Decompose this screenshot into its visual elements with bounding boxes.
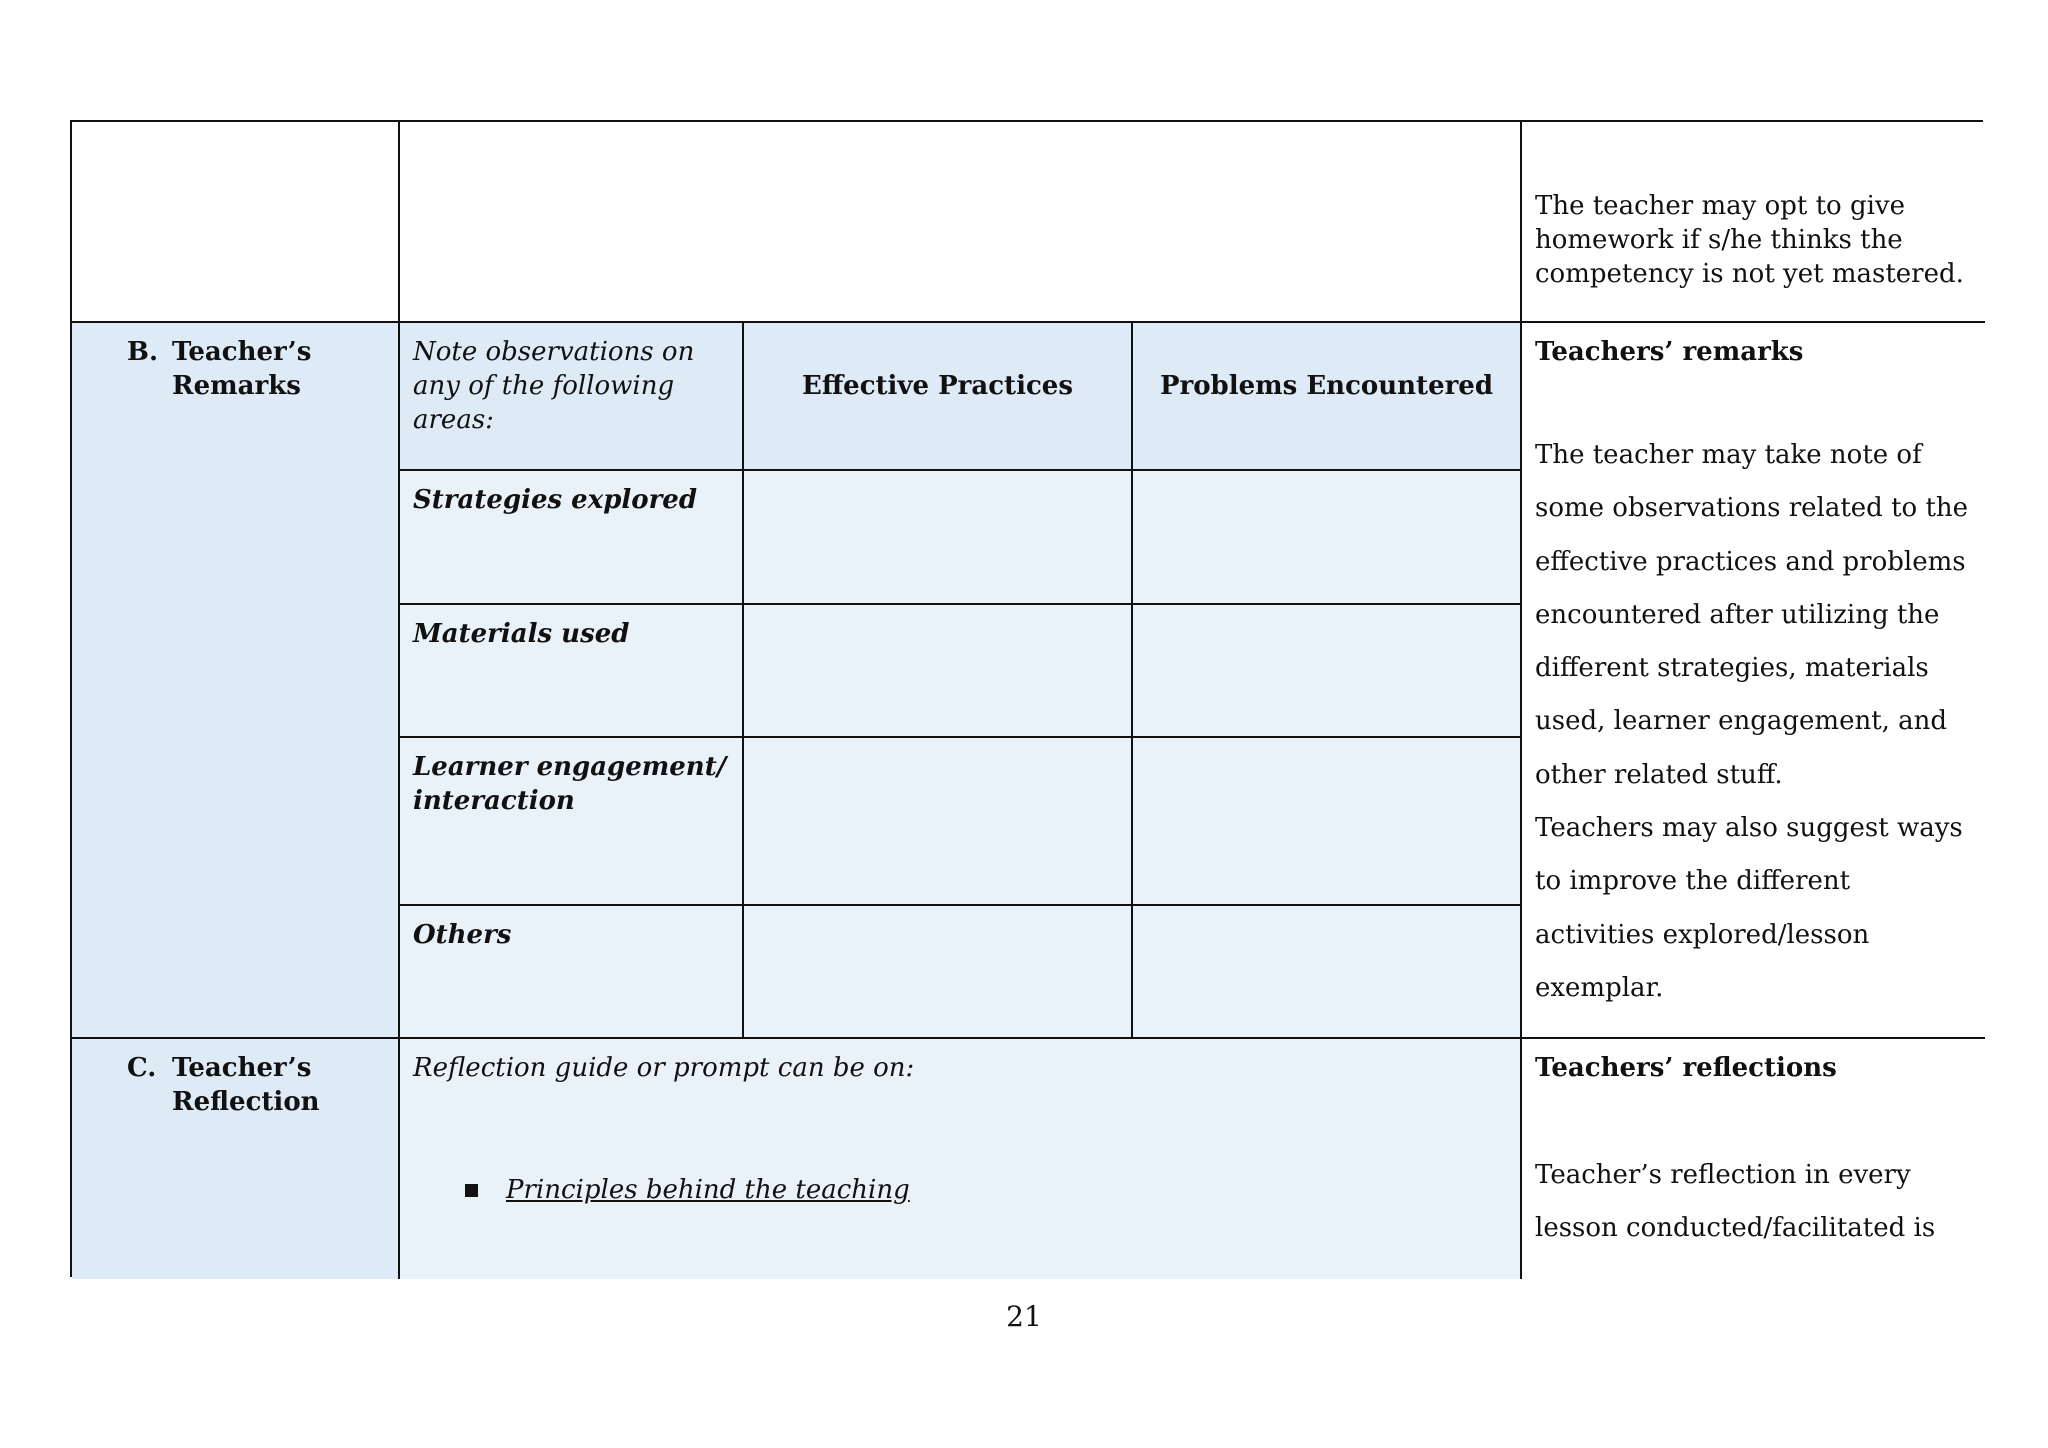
- area-row-label: [400, 605, 744, 738]
- section-b-letter: B.: [127, 337, 159, 367]
- teachers-reflections-title: Teachers’ reflections: [1535, 1053, 1837, 1083]
- teachers-reflections-body: Teacher’s reflection in every lesson conducted/facilitated is: [1535, 1160, 1936, 1243]
- section-c-title: Teacher’s Reflection: [172, 1053, 320, 1117]
- observation-prompt: [400, 323, 744, 471]
- section-c-letter: C.: [127, 1053, 157, 1083]
- problems-encountered-header: [1133, 323, 1522, 471]
- effective-practices-cell[interactable]: [744, 605, 1133, 738]
- homework-note: The teacher may opt to give homework if s/he thinks the competency is not yet mastered.: [1535, 191, 1964, 289]
- reflection-prompt: Reflection guide or prompt can be on:: [413, 1053, 915, 1083]
- teachers-remarks-cell: [1522, 323, 1985, 1039]
- problems-encountered-label: Problems Encountered: [1159, 371, 1494, 401]
- effective-practices-cell[interactable]: [744, 738, 1133, 906]
- area-materials-label: Materials used: [413, 619, 630, 649]
- row-a-content-cell: [400, 122, 1522, 323]
- page-number: 21: [1006, 1300, 1042, 1333]
- reflection-guide-cell: [400, 1039, 1522, 1279]
- teachers-reflections-cell: [1522, 1039, 1985, 1279]
- teachers-remarks-title: Teachers’ remarks: [1535, 337, 1804, 367]
- area-row-label: [400, 906, 744, 1039]
- area-others-label: Others: [413, 920, 512, 950]
- area-strategies-label: Strategies explored: [413, 485, 698, 515]
- teachers-remarks-paragraph-2: Teachers may also suggest ways to improve the different activities explored/lesson exemplar.: [1535, 813, 1963, 1003]
- section-c-label: [72, 1039, 400, 1279]
- area-row-label: [400, 738, 744, 906]
- lesson-table: [70, 120, 1983, 1277]
- teachers-remarks-body: [1535, 429, 1972, 1015]
- effective-practices-cell[interactable]: [744, 471, 1133, 605]
- teachers-remarks-paragraph-1: The teacher may take note of some observations related to the effective practices and problems encountered after utilizing the different strategies, materials used, learner engagement, and other related stuff.: [1535, 440, 1969, 790]
- observation-prompt-text: Note observations on any of the following areas:: [413, 337, 695, 435]
- section-b-label: [72, 323, 400, 1039]
- square-bullet-icon: [465, 1184, 478, 1197]
- problems-encountered-cell[interactable]: [1133, 471, 1522, 605]
- problems-encountered-cell[interactable]: [1133, 605, 1522, 738]
- reflection-bullet-text: Principles behind the teaching: [506, 1175, 910, 1205]
- area-learner-engagement-label: Learner engagement/ interaction: [413, 752, 727, 816]
- reflection-bullet-item: [413, 1173, 1507, 1207]
- row-a-note-cell: [1522, 122, 1985, 323]
- effective-practices-cell[interactable]: [744, 906, 1133, 1039]
- area-row-label: [400, 471, 744, 605]
- problems-encountered-cell[interactable]: [1133, 906, 1522, 1039]
- section-b-title: Teacher’s Remarks: [172, 337, 312, 401]
- row-a-label-cell: [72, 122, 400, 323]
- problems-encountered-cell[interactable]: [1133, 738, 1522, 906]
- effective-practices-label: Effective Practices: [802, 371, 1073, 401]
- effective-practices-header: [744, 323, 1133, 471]
